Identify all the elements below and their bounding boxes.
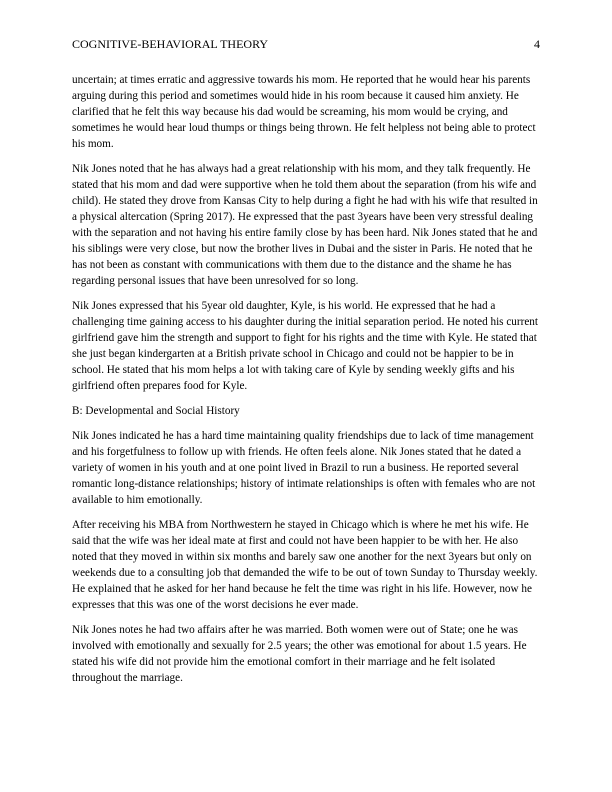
running-head-title: COGNITIVE-BEHAVIORAL THEORY [72,37,269,51]
page-number: 4 [534,37,540,51]
page-header [72,36,540,52]
paragraph-friendships: Nik Jones indicated he has a hard time maintaining quality friendships due to lack of time management and his forgetfulness to follow up with friends. He often feels alone. Nik Jones stated that he dated a variety of women in his youth and at one point lived in Brazil to run a business. He reported several romantic long-distance relationships; history of intimate relationships is often with females who are not available to him emotionally. [72,430,536,506]
document-body [72,72,540,695]
paragraph-marriage: After receiving his MBA from Northwestern he stayed in Chicago which is where he met his wife. He said that the wife was her ideal mate at first and could not have been happier to be with her. He also noted that they moved in within six months and barely saw one another for the next 3years but only on weekends due to a consulting job that demanded the wife to be out of town Sunday to Thursday weekly. He explained that he asked for her hand because he felt the time was right in his life. However, now he expresses that this was one of the worst decisions he ever made. [72,519,538,611]
paragraph-affairs: Nik Jones notes he had two affairs after he was married. Both women were out of State; one he was involved with emotionally and sexually for 2.5 years; the other was emotional for about 1.5 years. He stated his wife did not provide him the emotional comfort in their marriage and he felt isolated throughout the marriage. [72,624,527,684]
paragraph-relationship-with-mom: Nik Jones noted that he has always had a great relationship with his mom, and they talk frequently. He stated that his mom and dad were supportive when he told them about the separation (from his wife and child). He stated they drove from Kansas City to help during a fight he had with his wife that resulted in a physical altercation (Spring 2017). He expressed that the past 3years have been very stressful dealing with the separation and not having his entire family close by has been hard. Nik Jones stated that he and his siblings were very close, but now the brother lives in Dubai and the sister in Paris. He noted that he has not been as constant with communications with them due to the distance and the shame he has regarding personal issues that have been unresolved for so long. [72,163,538,287]
section-heading: B: Developmental and Social History [72,405,240,417]
paragraph-daughter: Nik Jones expressed that his 5year old daughter, Kyle, is his world. He expressed that he had a challenging time gaining access to his daughter during the initial separation period. He noted his current girlfriend gave him the strength and support to fight for his rights and the time with Kyle. He stated that she just began kindergarten at a British private school in Chicago and could not be happier to be in school. He stated that his mom helps a lot with taking care of Kyle by sending weekly gifts and his girlfriend often prepares food for Kyle. [72,300,539,392]
paragraph-continued: uncertain; at times erratic and aggressive towards his mom. He reported that he would hear his parents arguing during this period and sometimes would hide in his room because it caused him anxiety. He clarified that he felt this way because his dad would be screaming, his mom would be crying, and sometimes he would hear loud thumps or things being thrown. He felt helpless not being able to protect his mom. [72,74,536,150]
